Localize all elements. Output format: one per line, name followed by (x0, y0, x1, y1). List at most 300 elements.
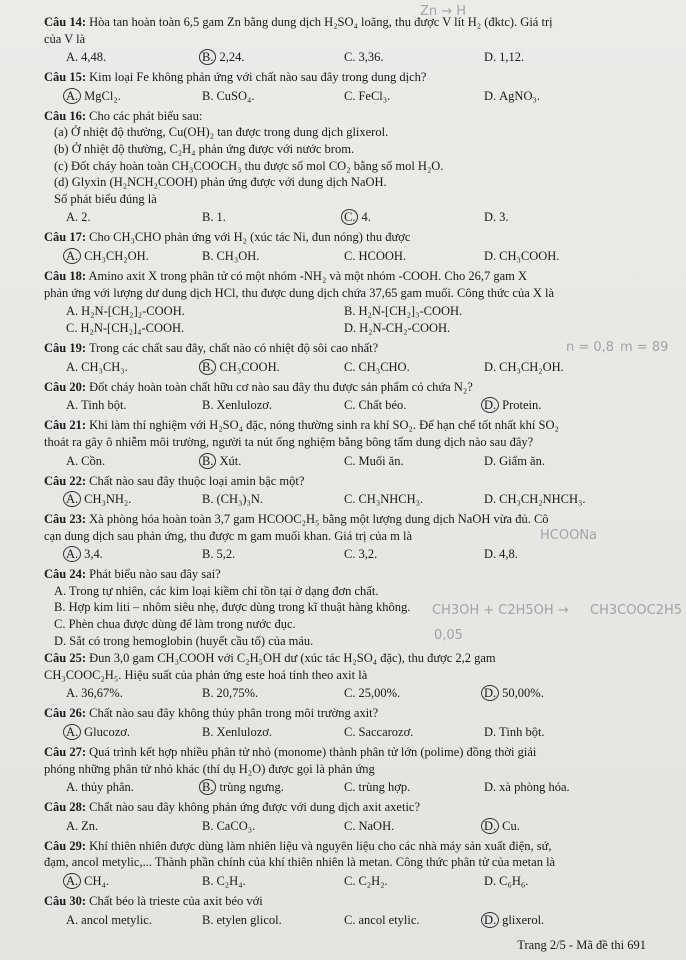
option-a[interactable] (66, 685, 123, 702)
option-b[interactable] (344, 303, 462, 320)
question-stem: Kim loại Fe không phản ứng với chất nào sau đây trong dung dịch? (89, 70, 427, 85)
option-label: A. (63, 546, 81, 562)
question-text-line (44, 268, 664, 285)
option-c[interactable] (344, 779, 410, 796)
option-label: D. (484, 492, 497, 507)
question-text-line (44, 761, 664, 778)
answer-options (44, 491, 664, 508)
option-text: Cu. (502, 818, 520, 833)
question-30 (44, 893, 664, 929)
question-stem: Cho các phát biểu sau: (89, 108, 203, 123)
option-text: glixerol. (502, 912, 545, 927)
question-stem: Quá trình kết hợp nhiều phân tử nhỏ (monome) thành phân tử lớn (polime) đồng thời giải (89, 745, 537, 760)
option-d[interactable] (484, 779, 570, 796)
option-label: D. (484, 88, 497, 103)
option-label: D. (344, 321, 357, 336)
option-label: C. (344, 453, 356, 468)
answer-options (44, 818, 664, 835)
question-stem: Chất béo là trieste của axit béo với (89, 894, 263, 908)
statement-item: (a) Ở nhiệt độ thường, Cu(OH)₂ tan được trong dung dịch glixerol. (54, 125, 389, 140)
question-text-line (44, 31, 664, 48)
option-label: C. (344, 725, 356, 740)
option-text: Cồn. (81, 453, 106, 468)
option-c[interactable] (344, 453, 404, 470)
option-d[interactable] (484, 724, 545, 741)
question-stem: phóng những phân tử nhỏ khác (thí dụ H₂O) được gọi là phản ứng (44, 761, 375, 776)
question-stem: Xà phòng hóa hoàn toàn 3,7 gam HCOOC₂H₅ bằng một lượng dung dịch NaOH vừa đủ. Cô (89, 512, 549, 527)
option-text: 4,8. (499, 547, 518, 562)
question-list (44, 14, 664, 929)
question-stem: cạn dung dịch sau phản ứng, thu được m gam muối khan. Giá trị của m là (44, 528, 412, 543)
option-label: B. (202, 686, 214, 701)
option-a[interactable] (66, 209, 91, 226)
option-b[interactable] (202, 248, 259, 265)
question-number: Câu 25: (44, 651, 87, 666)
question-text-line (44, 108, 664, 125)
question-stem: Trong các chất sau đây, chất nào có nhiệt độ sôi cao nhất? (88, 341, 379, 356)
question-number: Câu 24: (44, 567, 87, 582)
option-label: C. (344, 912, 356, 927)
statement-list (44, 124, 664, 207)
option-text: NaOH. (358, 818, 395, 833)
question-stem: Phát biểu nào sau đây sai? (89, 567, 221, 582)
option-text: CH₃OH. (216, 248, 260, 263)
option-d[interactable] (344, 320, 450, 337)
option-text: CH₃CHO. (358, 359, 410, 374)
option-label: D. (484, 780, 497, 795)
option-text: CH₃CH₂OH. (499, 359, 564, 374)
option-label: D. (481, 685, 499, 701)
option-text: CuSO₄. (216, 88, 255, 103)
option-text: xà phòng hóa. (499, 780, 570, 795)
option-text: C₆H₆. (499, 874, 529, 888)
page-footer: Trang 2/5 - Mã đề thi 691 (517, 938, 646, 953)
option-c[interactable] (344, 397, 406, 414)
question-text-line (44, 650, 664, 667)
option-d[interactable] (484, 248, 559, 265)
option-text: 3,36. (358, 50, 384, 65)
statement-item: B. Hợp kim liti – nhôm siêu nhẹ, được dùng trong kĩ thuật hàng không. (54, 600, 411, 615)
question-17 (44, 229, 664, 265)
option-c[interactable] (344, 49, 383, 66)
option-label: A. (66, 912, 79, 927)
option-d[interactable] (484, 912, 544, 929)
statement-item: Số phát biểu đúng là (54, 191, 157, 206)
option-b[interactable] (202, 912, 282, 929)
option-label: A. (66, 453, 79, 468)
option-text: 50,00%. (502, 686, 544, 701)
question-number: Câu 21: (44, 418, 87, 433)
question-text-line (44, 473, 664, 490)
option-label: C. (344, 248, 356, 263)
option-b[interactable] (202, 818, 255, 835)
option-text: trùng hợp. (358, 780, 411, 795)
option-d[interactable] (484, 88, 540, 105)
option-label: A. (63, 724, 81, 740)
answer-options (44, 724, 664, 741)
option-label: A. (66, 50, 79, 65)
option-d[interactable] (484, 546, 518, 563)
answer-options (44, 685, 664, 702)
option-text: 1. (216, 210, 226, 225)
answer-options (44, 397, 664, 414)
option-label: D. (481, 818, 499, 834)
handwritten-note-mol: 0,05 (434, 628, 463, 643)
question-stem: Khi làm thí nghiệm với H₂SO₄ đặc, nóng thường sinh ra khí SO₂. Để hạn chế tốt nhất khí SO₂ (89, 418, 559, 433)
handwritten-note-m: m = 89 (620, 340, 669, 355)
option-d[interactable] (484, 453, 545, 470)
option-b[interactable] (202, 453, 241, 470)
option-text: CH₃NH₂. (84, 492, 132, 507)
option-a[interactable] (66, 912, 152, 929)
option-a[interactable] (66, 491, 131, 508)
option-label: C. (344, 818, 356, 833)
option-label: D. (484, 248, 497, 263)
option-b[interactable] (202, 491, 263, 508)
question-number: Câu 16: (44, 108, 87, 123)
option-text: Xenlulozơ. (216, 398, 273, 413)
question-number: Câu 30: (44, 894, 87, 908)
answer-options (44, 209, 664, 226)
option-b[interactable] (202, 685, 258, 702)
option-b[interactable] (202, 779, 284, 796)
question-text-line (44, 838, 664, 855)
option-text: H₂N-CH₂-COOH. (359, 321, 451, 336)
option-a[interactable] (66, 303, 185, 320)
question-21 (44, 417, 664, 469)
question-text-line (44, 799, 664, 816)
option-label: C. (344, 686, 356, 701)
option-b[interactable] (202, 724, 272, 741)
answer-options (44, 49, 664, 66)
option-label: B. (202, 874, 214, 888)
answer-options (44, 303, 664, 337)
answer-options (44, 779, 664, 796)
option-text: HCOOH. (358, 248, 407, 263)
question-stem: phản ứng với lượng dư dung dịch HCl, thu được dung dịch chứa 37,65 gam muối. Công thức của X là (44, 285, 555, 300)
option-c[interactable] (344, 873, 388, 890)
option-d[interactable] (484, 397, 541, 414)
option-text: CH₃CH₃. (81, 359, 128, 374)
option-label: D. (481, 397, 499, 413)
question-22 (44, 473, 664, 509)
option-b[interactable] (202, 546, 235, 563)
question-text-line (44, 417, 664, 434)
statement-item: (b) Ở nhiệt độ thường, C₂H₄ phản ứng được với nước brom. (54, 141, 355, 156)
option-label: C. (344, 50, 356, 65)
option-label: C. (66, 321, 78, 336)
question-text-line (44, 667, 664, 684)
option-a[interactable] (66, 453, 105, 470)
handwritten-note-n: n = 0,8 (566, 340, 615, 355)
option-a[interactable] (66, 779, 134, 796)
option-a[interactable] (66, 49, 106, 66)
handwritten-note-hcoona: HCOONa (540, 528, 598, 543)
question-text-line (44, 744, 664, 761)
statement-item: A. Trong tự nhiên, các kim loại kiềm chỉ tồn tại ở dạng đơn chất. (54, 583, 379, 598)
option-text: CH₄. (84, 874, 110, 888)
option-label: C. (344, 547, 356, 562)
option-text: H₂N-[CH₂]₃-COOH. (358, 304, 463, 319)
option-text: Tinh bột. (81, 398, 127, 413)
option-a[interactable] (66, 397, 127, 414)
option-label: A. (63, 491, 81, 507)
option-label: C. (344, 359, 356, 374)
option-c[interactable] (344, 685, 400, 702)
option-label: B. (202, 818, 214, 833)
option-label: D. (484, 874, 497, 888)
question-text-line (44, 511, 664, 528)
option-label: B. (202, 210, 214, 225)
option-label: C. (344, 780, 356, 795)
option-text: Saccarozơ. (358, 725, 414, 740)
option-c[interactable] (66, 320, 184, 337)
option-label: A. (63, 873, 81, 889)
option-label: B. (199, 779, 216, 795)
option-text: 3. (499, 210, 509, 225)
question-stem: CH₃COOC₂H₅. Hiệu suất của phản ứng este hoá tính theo axit là (44, 667, 368, 682)
option-text: Zn. (81, 818, 99, 833)
option-text: CaCO₃. (216, 818, 256, 833)
question-number: Câu 27: (44, 745, 87, 760)
question-stem: Hòa tan hoàn toàn 6,5 gam Zn bằng dung dịch H₂SO₄ loãng, thu được V lít H₂ (đktc). Giá trị (89, 15, 553, 29)
answer-options (44, 88, 664, 105)
option-d[interactable] (484, 359, 564, 376)
option-text: 3,4. (84, 547, 103, 562)
answer-options (44, 546, 664, 563)
statement-item: (c) Đốt cháy hoàn toàn CH₃COOCH₃ thu được số mol CO₂ bằng số mol H₂O. (54, 158, 444, 173)
option-text: H₂N-[CH₂]₂-COOH. (81, 304, 185, 319)
question-25 (44, 650, 664, 702)
question-stem: đạm, ancol metylic,... Thành phần chính của khí thiên nhiên là metan. Công thức phân tử của metan là (44, 855, 556, 870)
option-a[interactable] (66, 248, 149, 265)
option-text: Xút. (219, 453, 242, 468)
option-text: C₂H₂. (358, 874, 388, 888)
question-14 (44, 14, 664, 66)
option-label: B. (199, 359, 216, 375)
option-label: A. (66, 210, 79, 225)
option-text: Tinh bột. (499, 725, 545, 740)
question-text-line (44, 566, 664, 583)
question-number: Câu 15: (44, 70, 87, 85)
question-stem: Đốt cháy hoàn toàn chất hữu cơ nào sau đây thu được sản phẩm có chứa N₂? (89, 379, 473, 394)
question-text-line (44, 69, 664, 86)
option-label: A. (66, 686, 79, 701)
question-number: Câu 14: (44, 15, 87, 29)
option-text: H₂N-[CH₂]₄-COOH. (80, 321, 185, 336)
question-number: Câu 19: (44, 341, 87, 356)
option-text: ancol metylic. (81, 912, 152, 927)
handwritten-note-zn: Zn → H (420, 4, 467, 19)
option-c[interactable] (344, 209, 371, 226)
option-c[interactable] (344, 88, 390, 105)
question-27 (44, 744, 664, 796)
option-label: B. (344, 304, 356, 319)
option-c[interactable] (344, 818, 394, 835)
option-b[interactable] (202, 209, 226, 226)
option-text: 20,75%. (216, 686, 259, 701)
option-label: D. (484, 547, 497, 562)
option-label: D. (484, 359, 497, 374)
option-label: A. (66, 398, 79, 413)
option-text: 4,48. (81, 50, 107, 65)
option-a[interactable] (66, 359, 128, 376)
option-text: ancol etylic. (358, 912, 420, 927)
option-label: A. (66, 359, 79, 374)
option-d[interactable] (484, 685, 544, 702)
option-text: CH₃COOH. (219, 359, 280, 374)
option-text: Xenlulozơ. (216, 725, 273, 740)
question-number: Câu 29: (44, 838, 87, 853)
option-b[interactable] (202, 88, 255, 105)
option-b[interactable] (202, 49, 244, 66)
question-number: Câu 20: (44, 379, 87, 394)
option-d[interactable] (484, 209, 509, 226)
question-text-line (44, 854, 664, 871)
statement-item: (d) Glyxin (H₂NCH₂COOH) phản ứng được với dung dịch NaOH. (54, 175, 387, 190)
option-label: B. (202, 492, 214, 507)
option-label: A. (63, 248, 81, 264)
option-a[interactable] (66, 546, 103, 563)
handwritten-note-eq: CH3OH + C2H5OH → (432, 603, 569, 618)
option-a[interactable] (66, 88, 121, 105)
answer-options (44, 248, 664, 265)
option-label: B. (202, 248, 214, 263)
option-label: C. (344, 88, 356, 103)
option-label: D. (484, 453, 497, 468)
option-label: A. (66, 780, 79, 795)
option-text: 3,2. (358, 547, 378, 562)
option-text: CH₃CH₂OH. (84, 248, 149, 263)
option-b[interactable] (202, 397, 272, 414)
option-label: B. (199, 49, 216, 65)
question-28 (44, 799, 664, 835)
option-label: A. (66, 818, 79, 833)
option-d[interactable] (484, 818, 520, 835)
question-stem: thoát ra gây ô nhiễm môi trường, người ta nút ống nghiệm bằng bông tẩm dung dịch nào sau đây? (44, 434, 534, 449)
option-label: D. (481, 912, 499, 928)
option-a[interactable] (66, 818, 98, 835)
question-text-line (44, 379, 664, 396)
option-c[interactable] (344, 248, 406, 265)
answer-options (44, 359, 664, 376)
option-text: CH₃NHCH₃. (358, 492, 424, 507)
question-text-line (44, 434, 664, 451)
question-text-line (44, 705, 664, 722)
question-stem: Cho CH₃CHO phản ứng với H₂ (xúc tác Ni, đun nóng) thu được (89, 230, 411, 245)
question-20 (44, 379, 664, 415)
option-text: (CH₃)₃N. (216, 492, 264, 507)
question-16 (44, 108, 664, 227)
question-stem: Amino axit X trong phân tử có một nhóm -NH₂ và một nhóm -COOH. Cho 26,7 gam X (88, 268, 527, 283)
question-number: Câu 26: (44, 706, 87, 721)
option-c[interactable] (344, 724, 413, 741)
question-stem: Đun 3,0 gam CH₃COOH với C₂H₅OH dư (xúc tác H₂SO₄ đặc), thu được 2,2 gam (89, 651, 496, 666)
option-label: B. (199, 453, 216, 469)
question-text-line (44, 893, 664, 910)
question-number: Câu 28: (44, 800, 87, 815)
option-label: B. (202, 398, 214, 413)
option-text: Muối ăn. (358, 453, 404, 468)
option-text: AgNO₃. (499, 88, 540, 103)
question-29 (44, 838, 664, 890)
option-b[interactable] (202, 359, 280, 376)
option-text: 2,24. (219, 50, 245, 65)
option-text: MgCl₂. (84, 88, 121, 103)
option-a[interactable] (66, 873, 109, 890)
option-label: D. (484, 725, 497, 740)
option-c[interactable] (344, 359, 410, 376)
option-label: C. (341, 209, 358, 225)
question-text-line (44, 285, 664, 302)
option-text: 5,2. (216, 547, 236, 562)
question-number: Câu 22: (44, 473, 87, 488)
question-number: Câu 18: (44, 268, 87, 283)
statement-item: D. Sắt có trong hemoglobin (huyết cầu tố) của máu. (54, 633, 314, 648)
question-stem: của V là (44, 31, 86, 46)
option-text: etylen glicol. (216, 912, 282, 927)
option-label: B. (202, 725, 214, 740)
question-number: Câu 17: (44, 230, 87, 245)
statement-item: C. Phèn chua được dùng để làm trong nước đục. (54, 617, 296, 632)
option-label: C. (344, 874, 356, 888)
option-c[interactable] (344, 546, 377, 563)
question-26 (44, 705, 664, 741)
question-text-line (44, 229, 664, 246)
option-label: C. (344, 398, 356, 413)
question-24 (44, 566, 664, 649)
option-label: C. (344, 492, 356, 507)
option-text: Chất béo. (358, 398, 407, 413)
question-number: Câu 23: (44, 512, 87, 527)
question-stem: Chất nào sau đây thuộc loại amin bậc một? (89, 473, 305, 488)
option-d[interactable] (484, 873, 528, 890)
option-label: D. (484, 50, 497, 65)
option-b[interactable] (202, 873, 246, 890)
option-text: CH₃COOH. (499, 248, 560, 263)
option-text: 4. (361, 210, 371, 225)
option-c[interactable] (344, 912, 420, 929)
option-text: 36,67%. (81, 686, 123, 701)
option-label: B. (202, 547, 214, 562)
answer-options (44, 873, 664, 890)
option-text: 25,00%. (358, 686, 401, 701)
option-text: 1,12. (499, 50, 525, 65)
option-label: B. (202, 912, 214, 927)
option-text: CH₃CH₂NHCH₃. (499, 492, 586, 507)
option-d[interactable] (484, 491, 586, 508)
answer-options (44, 912, 664, 929)
option-a[interactable] (66, 724, 130, 741)
question-text-line (44, 14, 664, 31)
handwritten-note-ester: CH3COOC2H5 (590, 603, 683, 618)
option-text: C₂H₄. (216, 874, 246, 888)
option-label: A. (66, 304, 79, 319)
answer-options (44, 453, 664, 470)
question-15 (44, 69, 664, 105)
option-text: FeCl₃. (358, 88, 391, 103)
option-text: trùng ngưng. (219, 780, 284, 795)
option-d[interactable] (484, 49, 524, 66)
option-label: B. (202, 88, 214, 103)
option-text: Giấm ăn. (499, 453, 545, 468)
option-text: 2. (81, 210, 91, 225)
option-c[interactable] (344, 491, 423, 508)
question-stem: Khí thiên nhiên được dùng làm nhiên liệu và nguyên liệu cho các nhà máy sản xuất điện, sứ, (89, 838, 552, 853)
question-stem: Chất nào sau đây không thủy phân trong môi trường axit? (89, 706, 379, 721)
question-stem: Chất nào sau đây không phản ứng được với dung dịch axit axetic? (89, 800, 421, 815)
option-text: Glucozơ. (84, 725, 130, 740)
